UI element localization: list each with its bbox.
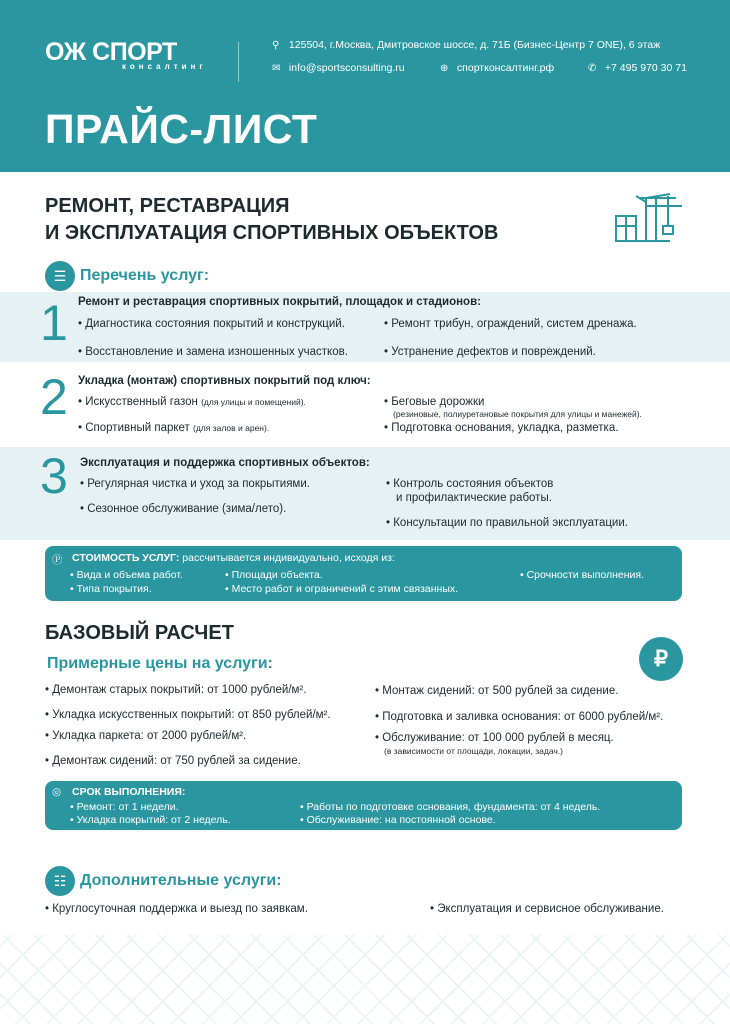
calendar-icon: ◎	[52, 786, 62, 798]
base-title: БАЗОВЫЙ РАСЧЕТ	[45, 622, 234, 644]
list-item: • Монтаж сидений: от 500 рублей за сидение.	[375, 685, 619, 697]
item-text: Срочности выполнения.	[526, 569, 645, 581]
list-item: • Укладка паркета: от 2000 рублей/м².	[45, 730, 247, 742]
email-text[interactable]: info@sportsconsulting.ru	[288, 62, 405, 74]
item-text: Устранение дефектов и повреждений.	[391, 346, 596, 358]
item-text: Спортивный паркет	[85, 422, 190, 434]
cost-text: рассчитывается индивидуально, исходя из:	[182, 552, 395, 564]
item-text: Подготовка и заливка основания: от 6000 рублей/м².	[382, 711, 664, 723]
base-subtitle: Примерные цены на услуги:	[47, 655, 273, 672]
services-heading: Перечень услуг:	[80, 267, 210, 284]
item-text: Работы по подготовке основания, фундамента: от 4 недель.	[306, 801, 601, 813]
crane-icon	[610, 186, 682, 244]
list-item: • Круглосуточная поддержка и выезд по заявкам.	[45, 903, 308, 915]
list-item: • Подготовка основания, укладка, разметка.	[384, 422, 619, 434]
list-item: • Срочности выполнения.	[520, 569, 645, 581]
logo: ОЖ СПОРТ	[45, 38, 177, 66]
list-item: • Демонтаж старых покрытий: от 1000 рублей/м².	[45, 684, 307, 696]
location-pin-icon: ⚲	[272, 40, 280, 51]
list-item: • Обслуживание: от 100 000 рублей в месяц.	[375, 732, 614, 744]
item-text: Типа покрытия.	[76, 583, 152, 595]
decorative-pattern	[0, 935, 730, 1024]
group-number: 2	[40, 369, 68, 425]
item-text: Монтаж сидений: от 500 рублей за сидение.	[382, 685, 619, 697]
item-note: (в зависимости от площади, локации, задач.)	[384, 746, 563, 756]
list-item: • Ремонт: от 1 недели.	[70, 801, 179, 813]
item-text: Вида и объема работ.	[76, 569, 183, 581]
document-icon: ☰	[45, 261, 75, 291]
list-item: • Эксплуатация и сервисное обслуживание.	[430, 903, 664, 915]
item-text: Подготовка основания, укладка, разметка.	[391, 422, 619, 434]
item-text: Обслуживание: от 100 000 рублей в месяц.	[382, 732, 614, 744]
item-text: Укладка искусственных покрытий: от 850 рублей/м².	[52, 709, 331, 721]
header	[0, 0, 730, 172]
item-text: Регулярная чистка и уход за покрытиями.	[87, 478, 310, 490]
item-text: Беговые дорожки	[391, 396, 485, 408]
ruble-circle-icon: Ⓟ	[52, 554, 63, 566]
list-item: • Диагностика состояния покрытий и конструкций.	[78, 318, 345, 330]
phone-icon: ✆	[588, 63, 597, 74]
address-text: 125504, г.Москва, Дмитровское шоссе, д. 71Б (Бизнес-Центр 7 ONE), 6 этаж	[288, 39, 661, 51]
group-title: Эксплуатация и поддержка спортивных объектов:	[80, 457, 370, 469]
item-note: (для улицы и помещений).	[201, 397, 306, 407]
group-title: Ремонт и реставрация спортивных покрытий, площадок и стадионов:	[78, 296, 481, 308]
list-item: • Типа покрытия.	[70, 583, 152, 595]
list-item: • Подготовка и заливка основания: от 6000 рублей/м².	[375, 711, 664, 723]
term-box	[45, 781, 682, 830]
extra-heading: Дополнительные услуги:	[80, 872, 282, 889]
item-note: (резиновые, полиуретановые покрытия для улицы и манежей).	[393, 409, 642, 419]
item-text: Демонтаж старых покрытий: от 1000 рублей/м².	[52, 684, 307, 696]
logo-subtitle: консалтинг	[122, 62, 207, 71]
item-text: Ремонт трибун, ограждений, систем дренажа.	[391, 318, 637, 330]
list-item: • Площади объекта.	[225, 569, 323, 581]
item-text: Диагностика состояния покрытий и конструкций.	[85, 318, 345, 330]
section-title	[45, 193, 498, 247]
item-text: Круглосуточная поддержка и выезд по заявкам.	[52, 903, 308, 915]
section-title-line1: РЕМОНТ, РЕСТАВРАЦИЯ	[45, 195, 290, 217]
globe-icon: ⊕	[440, 63, 449, 74]
cost-box	[45, 546, 682, 601]
list-item: • Обслуживание: на постоянной основе.	[300, 814, 496, 826]
list-item: • Спортивный паркет (для залов и арен).	[78, 422, 270, 434]
list-item: • Ремонт трибун, ограждений, систем дренажа.	[384, 318, 637, 330]
phone[interactable]	[588, 62, 687, 74]
item-text: Ремонт: от 1 недели.	[76, 801, 179, 813]
ruble-icon: ₽	[639, 637, 683, 681]
item-text: Укладка покрытий: от 2 недель.	[76, 814, 231, 826]
list-item: • Вида и объема работ.	[70, 569, 183, 581]
list-item: • Демонтаж сидений: от 750 рублей за сидение.	[45, 755, 301, 767]
address	[272, 39, 660, 51]
item-text: Сезонное обслуживание (зима/лето).	[87, 503, 287, 515]
document-plus-icon: ☷	[45, 866, 75, 896]
item-text: Восстановление и замена изношенных участков.	[85, 346, 348, 358]
email[interactable]	[272, 62, 405, 74]
item-text: Демонтаж сидений: от 750 рублей за сидение.	[52, 755, 301, 767]
term-label: СРОК ВЫПОЛНЕНИЯ:	[72, 786, 186, 798]
phone-text[interactable]: +7 495 970 30 71	[604, 62, 687, 74]
list-item: • Искусственный газон (для улицы и помещений).	[78, 396, 306, 408]
list-item: • Место работ и ограничений с этим связанных.	[225, 583, 459, 595]
list-item: • Сезонное обслуживание (зима/лето).	[80, 503, 287, 515]
group-title: Укладка (монтаж) спортивных покрытий под ключ:	[78, 375, 371, 387]
list-item: • Контроль состояния объектов	[386, 478, 554, 490]
item-text: и профилактические работы.	[396, 492, 552, 504]
item-text: Консультации по правильной эксплуатации.	[393, 517, 628, 529]
group-number: 1	[40, 295, 68, 351]
list-item: • Беговые дорожки	[384, 396, 485, 408]
list-item: • Устранение дефектов и повреждений.	[384, 346, 596, 358]
list-item: • Работы по подготовке основания, фундамента: от 4 недель.	[300, 801, 601, 813]
list-item: • Восстановление и замена изношенных участков.	[78, 346, 348, 358]
list-item: • Укладка покрытий: от 2 недель.	[70, 814, 231, 826]
item-text: Эксплуатация и сервисное обслуживание.	[437, 903, 664, 915]
item-text: Контроль состояния объектов	[393, 478, 554, 490]
cost-label: СТОИМОСТЬ УСЛУГ:	[72, 552, 180, 564]
divider	[238, 42, 239, 82]
list-item: • Регулярная чистка и уход за покрытиями.	[80, 478, 310, 490]
list-item: • Укладка искусственных покрытий: от 850 рублей/м².	[45, 709, 331, 721]
website-text[interactable]: спортконсалтинг.рф	[456, 62, 555, 74]
group-number: 3	[40, 448, 68, 504]
item-text: Укладка паркета: от 2000 рублей/м².	[52, 730, 247, 742]
item-text: Искусственный газон	[85, 396, 198, 408]
list-item: • Консультации по правильной эксплуатации.	[386, 517, 628, 529]
item-note: (для залов и арен).	[193, 423, 270, 433]
item-text: Место работ и ограничений с этим связанных.	[231, 583, 459, 595]
page-title: ПРАЙС-ЛИСТ	[45, 106, 318, 152]
section-title-line2: И ЭКСПЛУАТАЦИЯ СПОРТИВНЫХ ОБЪЕКТОВ	[45, 222, 499, 244]
item-text: Обслуживание: на постоянной основе.	[306, 814, 496, 826]
mail-icon: ✉	[272, 63, 281, 74]
item-text: Площади объекта.	[231, 569, 323, 581]
website[interactable]	[440, 62, 554, 74]
